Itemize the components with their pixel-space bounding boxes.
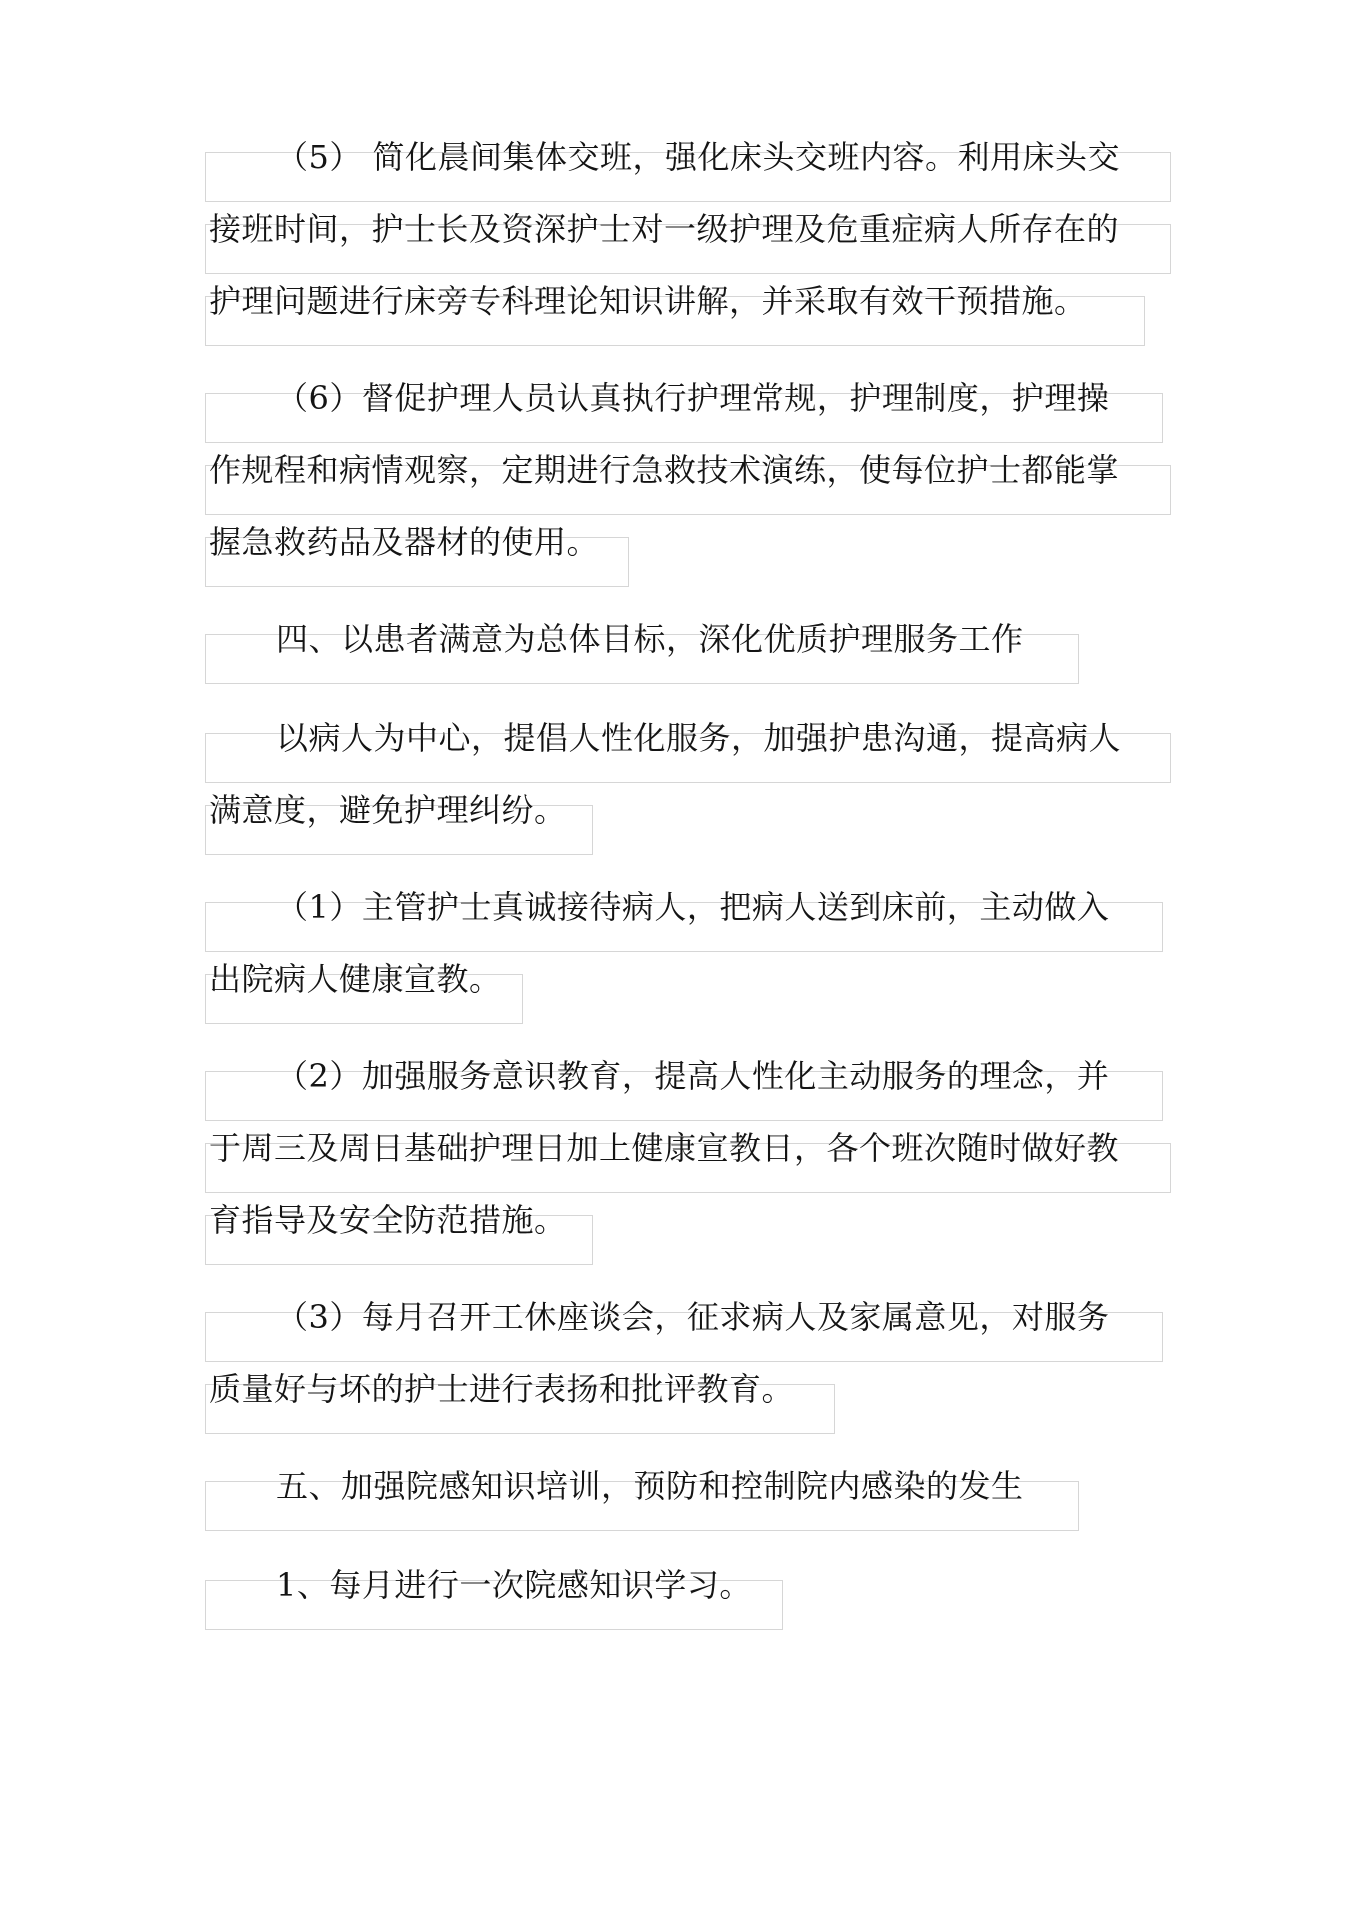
text-line: [205, 451, 1171, 515]
text-line-content: 出院病人健康宣教。: [209, 960, 502, 998]
text-line: [205, 379, 1163, 443]
text-line: [205, 888, 1163, 952]
text-line: [205, 523, 629, 587]
text-line-content: 握急救药品及器材的使用。: [209, 523, 600, 561]
text-line: [205, 210, 1171, 274]
text-line: [205, 1201, 593, 1265]
section-heading-text: 四、以患者满意为总体目标，深化优质护理服务工作: [276, 620, 1024, 658]
text-line-content: 接班时间，护士长及资深护士对一级护理及危重症病人所存在的: [209, 210, 1120, 248]
text-line: [205, 282, 1145, 346]
text-line-content: （1）主管护士真诚接待病人，把病人送到床前，主动做入: [276, 888, 1110, 926]
text-line: [205, 1298, 1163, 1362]
section-heading: [205, 620, 1079, 684]
text-line: [205, 1057, 1163, 1121]
text-line-content: 质量好与坏的护士进行表扬和批评教育。: [209, 1370, 795, 1408]
section-heading: [205, 1467, 1079, 1531]
text-line-content: 满意度，避免护理纠纷。: [209, 791, 567, 829]
text-line-content: 护理问题进行床旁专科理论知识讲解，并采取有效干预措施。: [209, 282, 1087, 320]
text-line-content: 于周三及周日基础护理日加上健康宣教日，各个班次随时做好教: [209, 1129, 1120, 1167]
text-line-content: 以病人为中心，提倡人性化服务，加强护患沟通，提高病人: [276, 719, 1122, 757]
text-line: [205, 960, 523, 1024]
text-line: [205, 1370, 835, 1434]
text-line-content: 1、每月进行一次院感知识学习。: [276, 1566, 752, 1604]
text-line: [205, 791, 593, 855]
text-line: [205, 138, 1171, 202]
text-line-content: （3）每月召开工休座谈会，征求病人及家属意见，对服务: [276, 1298, 1110, 1336]
text-line: [205, 1566, 783, 1630]
text-line-content: （6）督促护理人员认真执行护理常规，护理制度，护理操: [276, 379, 1110, 417]
text-line: [205, 1129, 1171, 1193]
text-line-content: （5） 简化晨间集体交班，强化床头交班内容。利用床头交: [276, 138, 1121, 176]
text-line-content: 育指导及安全防范措施。: [209, 1201, 567, 1239]
text-line-content: （2）加强服务意识教育，提高人性化主动服务的理念，并: [276, 1057, 1110, 1095]
text-line: [205, 719, 1171, 783]
text-line-content: 作规程和病情观察，定期进行急救技术演练，使每位护士都能掌: [209, 451, 1120, 489]
section-heading-text: 五、加强院感知识培训，预防和控制院内感染的发生: [276, 1467, 1024, 1505]
